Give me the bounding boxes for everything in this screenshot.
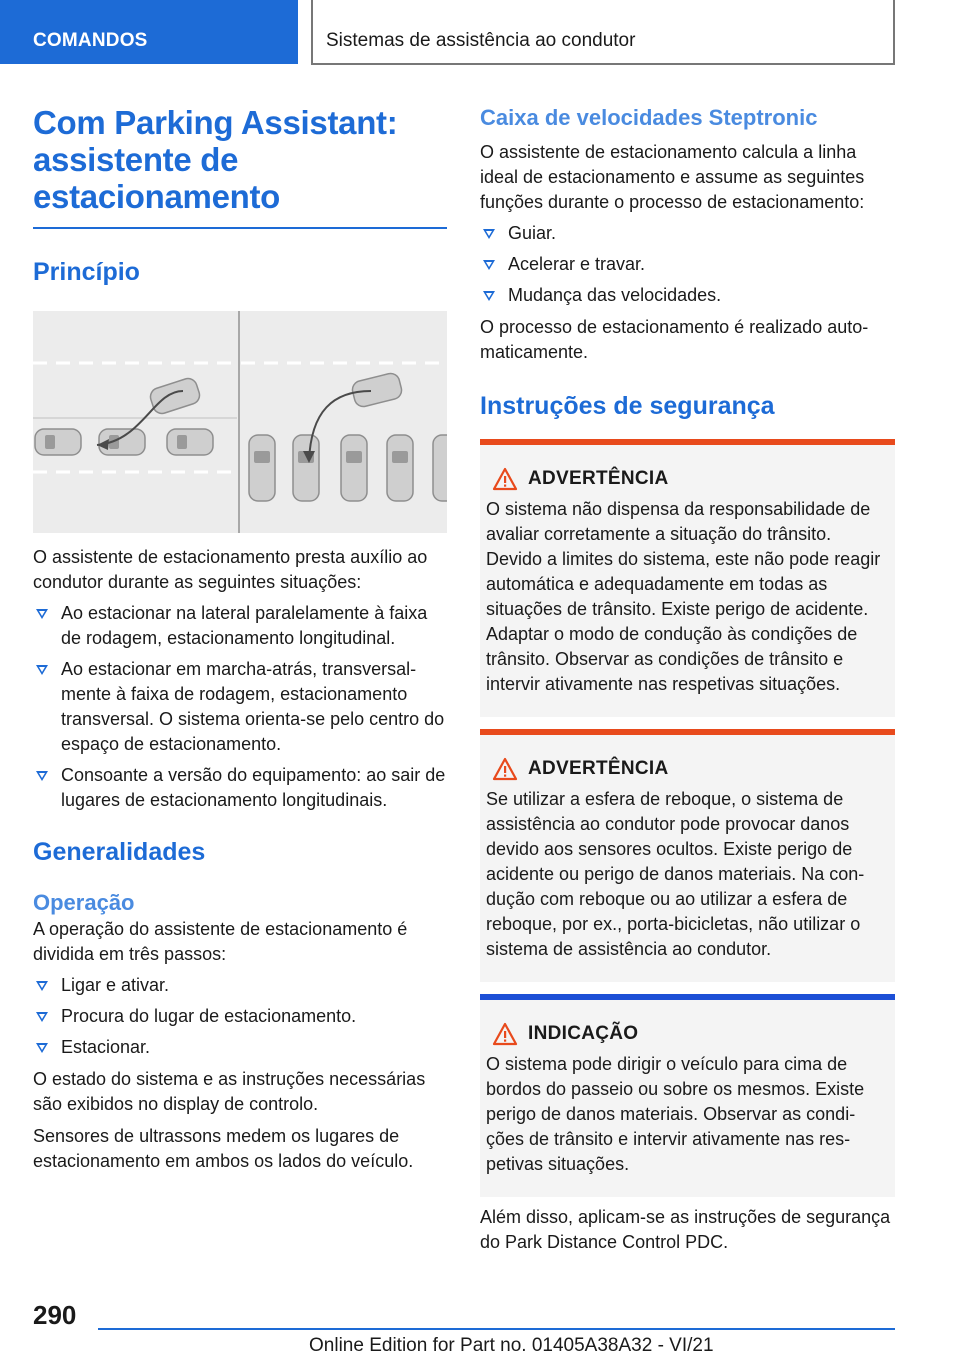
heading-operation: Operação <box>33 890 135 915</box>
notice-title: INDICAÇÃO <box>528 1023 639 1044</box>
list-item: Acelerar e travar. <box>480 252 895 277</box>
heading-principle: Princípio <box>33 258 140 286</box>
sensors-paragraph: Sensores de ultrassons medem os lugares de estacionamento em ambos os lados do veículo. <box>33 1126 414 1171</box>
page-number: 290 <box>33 1300 77 1330</box>
steps-list <box>33 973 447 1060</box>
bullet-triangle-icon <box>483 229 495 239</box>
warning-triangle-icon <box>492 757 518 781</box>
heading-steptronic: Caixa de velocidades Steptronic <box>480 105 818 130</box>
heading-general: Generalidades <box>33 838 206 866</box>
situations-list <box>33 601 447 813</box>
warning-title: ADVERTÊNCIA <box>528 758 669 779</box>
operation-intro: A operação do assistente de estacionamento é dividida em três passos: <box>33 919 408 964</box>
bullet-triangle-icon <box>483 291 495 301</box>
warning-triangle-icon <box>492 467 518 491</box>
notice-text: O sistema pode dirigir o veículo para cima de bordos do passeio ou sobre os mesmos. Existe perigo de danos materiais. Observar as condições de trânsito e intervir ativamente nas respetivas situações. <box>486 1054 865 1174</box>
section-tab[interactable] <box>0 0 298 64</box>
bullet-triangle-icon <box>36 771 48 781</box>
warning-box <box>480 439 895 717</box>
notice-box <box>480 994 895 1197</box>
steptronic-outro: O processo de estacionamento é realizado automaticamente. <box>480 317 869 362</box>
right-column <box>480 104 895 1255</box>
closing-paragraph: Além disso, aplicam-se as instruções de segurança do Park Distance Control PDC. <box>480 1207 891 1252</box>
warning-title: ADVERTÊNCIA <box>528 468 669 489</box>
bullet-triangle-icon <box>483 260 495 270</box>
edition-text: Online Edition for Part no. 01405A38A32 - VI/21 <box>309 1335 714 1356</box>
status-paragraph: O estado do sistema e as instruções necessárias são exibidos no display de controlo. <box>33 1069 426 1114</box>
parking-diagram <box>33 311 447 533</box>
intro-text: O assistente de estacionamento presta auxílio ao condutor durante as seguintes situações: <box>33 547 428 592</box>
bullet-triangle-icon <box>36 665 48 675</box>
warning-text: Se utilizar a esfera de reboque, o sistema de assistência ao condutor pode provocar danos devido aos sensores ocultos. Existe perigo de acidente ou perigo de danos materiais. Na condução com reboque ou ao utilizar a esfera de reboque, por ex., porta-bicicletas, não utilizar o sistema de assistência ao condutor. <box>486 789 865 959</box>
list-item: Procura do lugar de estacionamento. <box>33 1004 447 1029</box>
parking-illustration <box>33 311 447 533</box>
list-item: Estacionar. <box>33 1035 447 1060</box>
bullet-triangle-icon <box>36 1043 48 1053</box>
section-tab-label: COMANDOS <box>33 30 148 51</box>
steptronic-intro: O assistente de estacionamento calcula a linha ideal de estacionamento e assume as seguintes funções durante o processo de estacionamento: <box>480 142 865 212</box>
header-divider <box>893 0 895 64</box>
warning-text: O sistema não dispensa da responsabilidade de avaliar corretamente a situação do trânsito. Devido a limites do sistema, este não pode reagir automática e adequadamente em todas as situações de trânsito. Existe perigo de acidente. Adaptar o modo de condução às condições de trânsito. Observar as condições de trânsito e intervir ativamente nas respetivas situações. <box>486 499 881 694</box>
left-column <box>33 104 447 1174</box>
heading-safety: Instruções de segurança <box>480 392 775 420</box>
chapter-title: Sistemas de assistência ao condutor <box>326 30 636 51</box>
page-title: Com Parking Assistant: assistente de estacionamento <box>33 104 398 215</box>
warning-triangle-icon <box>492 1022 518 1046</box>
bullet-triangle-icon <box>36 609 48 619</box>
header-divider <box>311 0 313 64</box>
bullet-triangle-icon <box>36 981 48 991</box>
list-item: Ligar e ativar. <box>33 973 447 998</box>
header-underline <box>311 63 895 65</box>
list-item: Ao estacionar na lateral paralelamente à faixa de rodagem, estacionamento longitudinal. <box>33 601 447 651</box>
warning-box <box>480 729 895 982</box>
list-item: Ao estacionar em marcha-atrás, transversalmente à faixa de rodagem, estacionamento transversal. O sistema orienta-se pelo centro do espaço de estacionamento. <box>33 657 447 757</box>
list-item: Consoante a versão do equipamento: ao sair de lugares de estacionamento longitudinais. <box>33 763 447 813</box>
footer-rule <box>98 1328 895 1330</box>
list-item: Guiar. <box>480 221 895 246</box>
functions-list <box>480 221 895 308</box>
title-rule <box>33 227 447 229</box>
list-item: Mudança das velocidades. <box>480 283 895 308</box>
bullet-triangle-icon <box>36 1012 48 1022</box>
